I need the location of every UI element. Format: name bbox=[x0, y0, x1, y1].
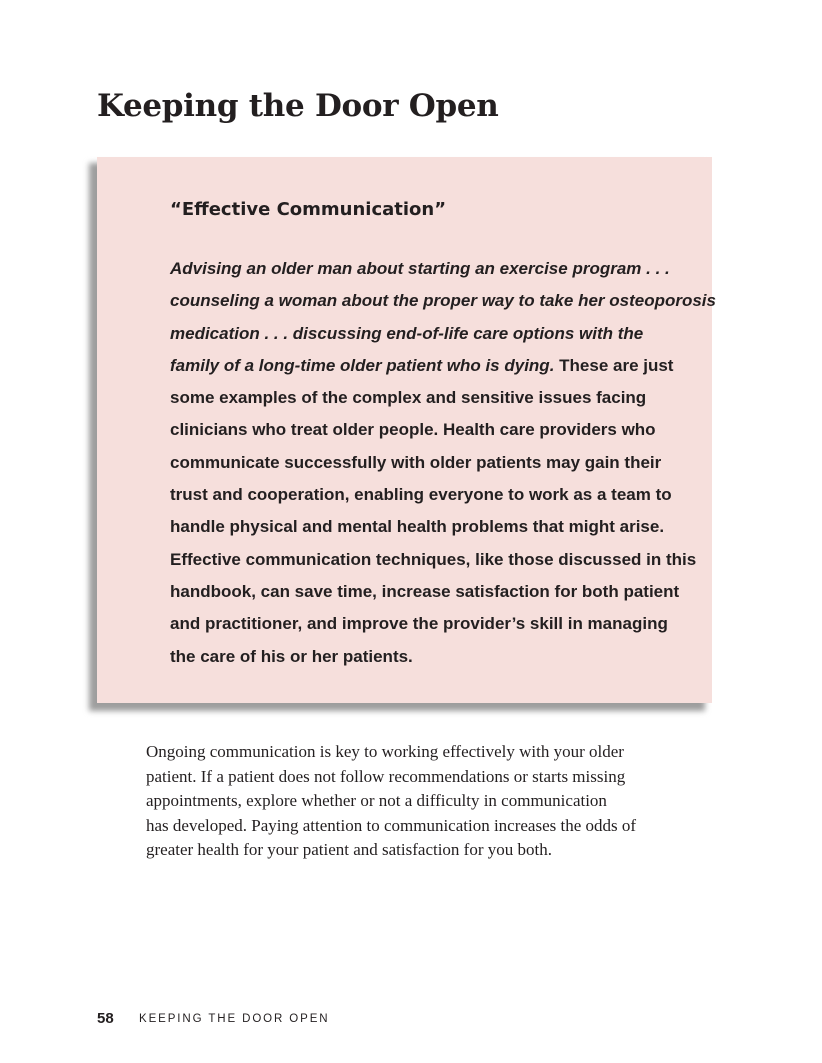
running-head: KEEPING THE DOOR OPEN bbox=[139, 1013, 330, 1025]
callout-body-line: some examples of the complex and sensitive issues facing bbox=[170, 388, 647, 408]
callout-title: “Effective Communication” bbox=[170, 199, 447, 220]
paragraph-line: appointments, explore whether or not a difficulty in communication bbox=[146, 791, 607, 810]
callout-italic-line: counseling a woman about the proper way to take her osteoporosis bbox=[170, 291, 716, 311]
callout-body-fragment: These are just bbox=[554, 355, 674, 375]
page-title: Keeping the Door Open bbox=[97, 88, 499, 124]
callout-body-line: handbook, can save time, increase satisfaction for both patient bbox=[170, 581, 680, 601]
callout-mixed-line bbox=[170, 350, 690, 382]
callout-body-line: communicate successfully with older patients may gain their bbox=[170, 452, 662, 472]
callout-body bbox=[170, 253, 716, 673]
paragraph-line: patient. If a patient does not follow recommendations or starts missing bbox=[146, 766, 626, 786]
callout-italic-line: family of a long-time older patient who is dying. bbox=[170, 355, 555, 375]
callout-body-line: trust and cooperation, enabling everyone to work as a team to bbox=[170, 485, 672, 505]
callout-box bbox=[97, 157, 716, 703]
callout-body-line: the care of his or her patients. bbox=[170, 646, 413, 666]
callout-body-line: clinicians who treat older people. Health care providers who bbox=[170, 420, 656, 440]
callout-body-line: handle physical and mental health problems that might arise. bbox=[170, 517, 665, 537]
callout-italic-line: medication . . . discussing end-of-life care options with the bbox=[170, 323, 644, 343]
paragraph-line: has developed. Paying attention to communication increases the odds of bbox=[146, 815, 637, 835]
callout-italic-line: Advising an older man about starting an exercise program . . . bbox=[170, 259, 670, 278]
callout-body-line: and practitioner, and improve the provider’s skill in managing bbox=[170, 614, 668, 634]
paragraph-line: Ongoing communication is key to working effectively with your older bbox=[146, 742, 624, 761]
callout-body-line: Effective communication techniques, like those discussed in this bbox=[170, 549, 697, 569]
body-paragraph bbox=[146, 740, 706, 863]
page-number: 58 bbox=[97, 1010, 114, 1027]
paragraph-line: greater health for your patient and satisfaction for you both. bbox=[146, 840, 552, 859]
